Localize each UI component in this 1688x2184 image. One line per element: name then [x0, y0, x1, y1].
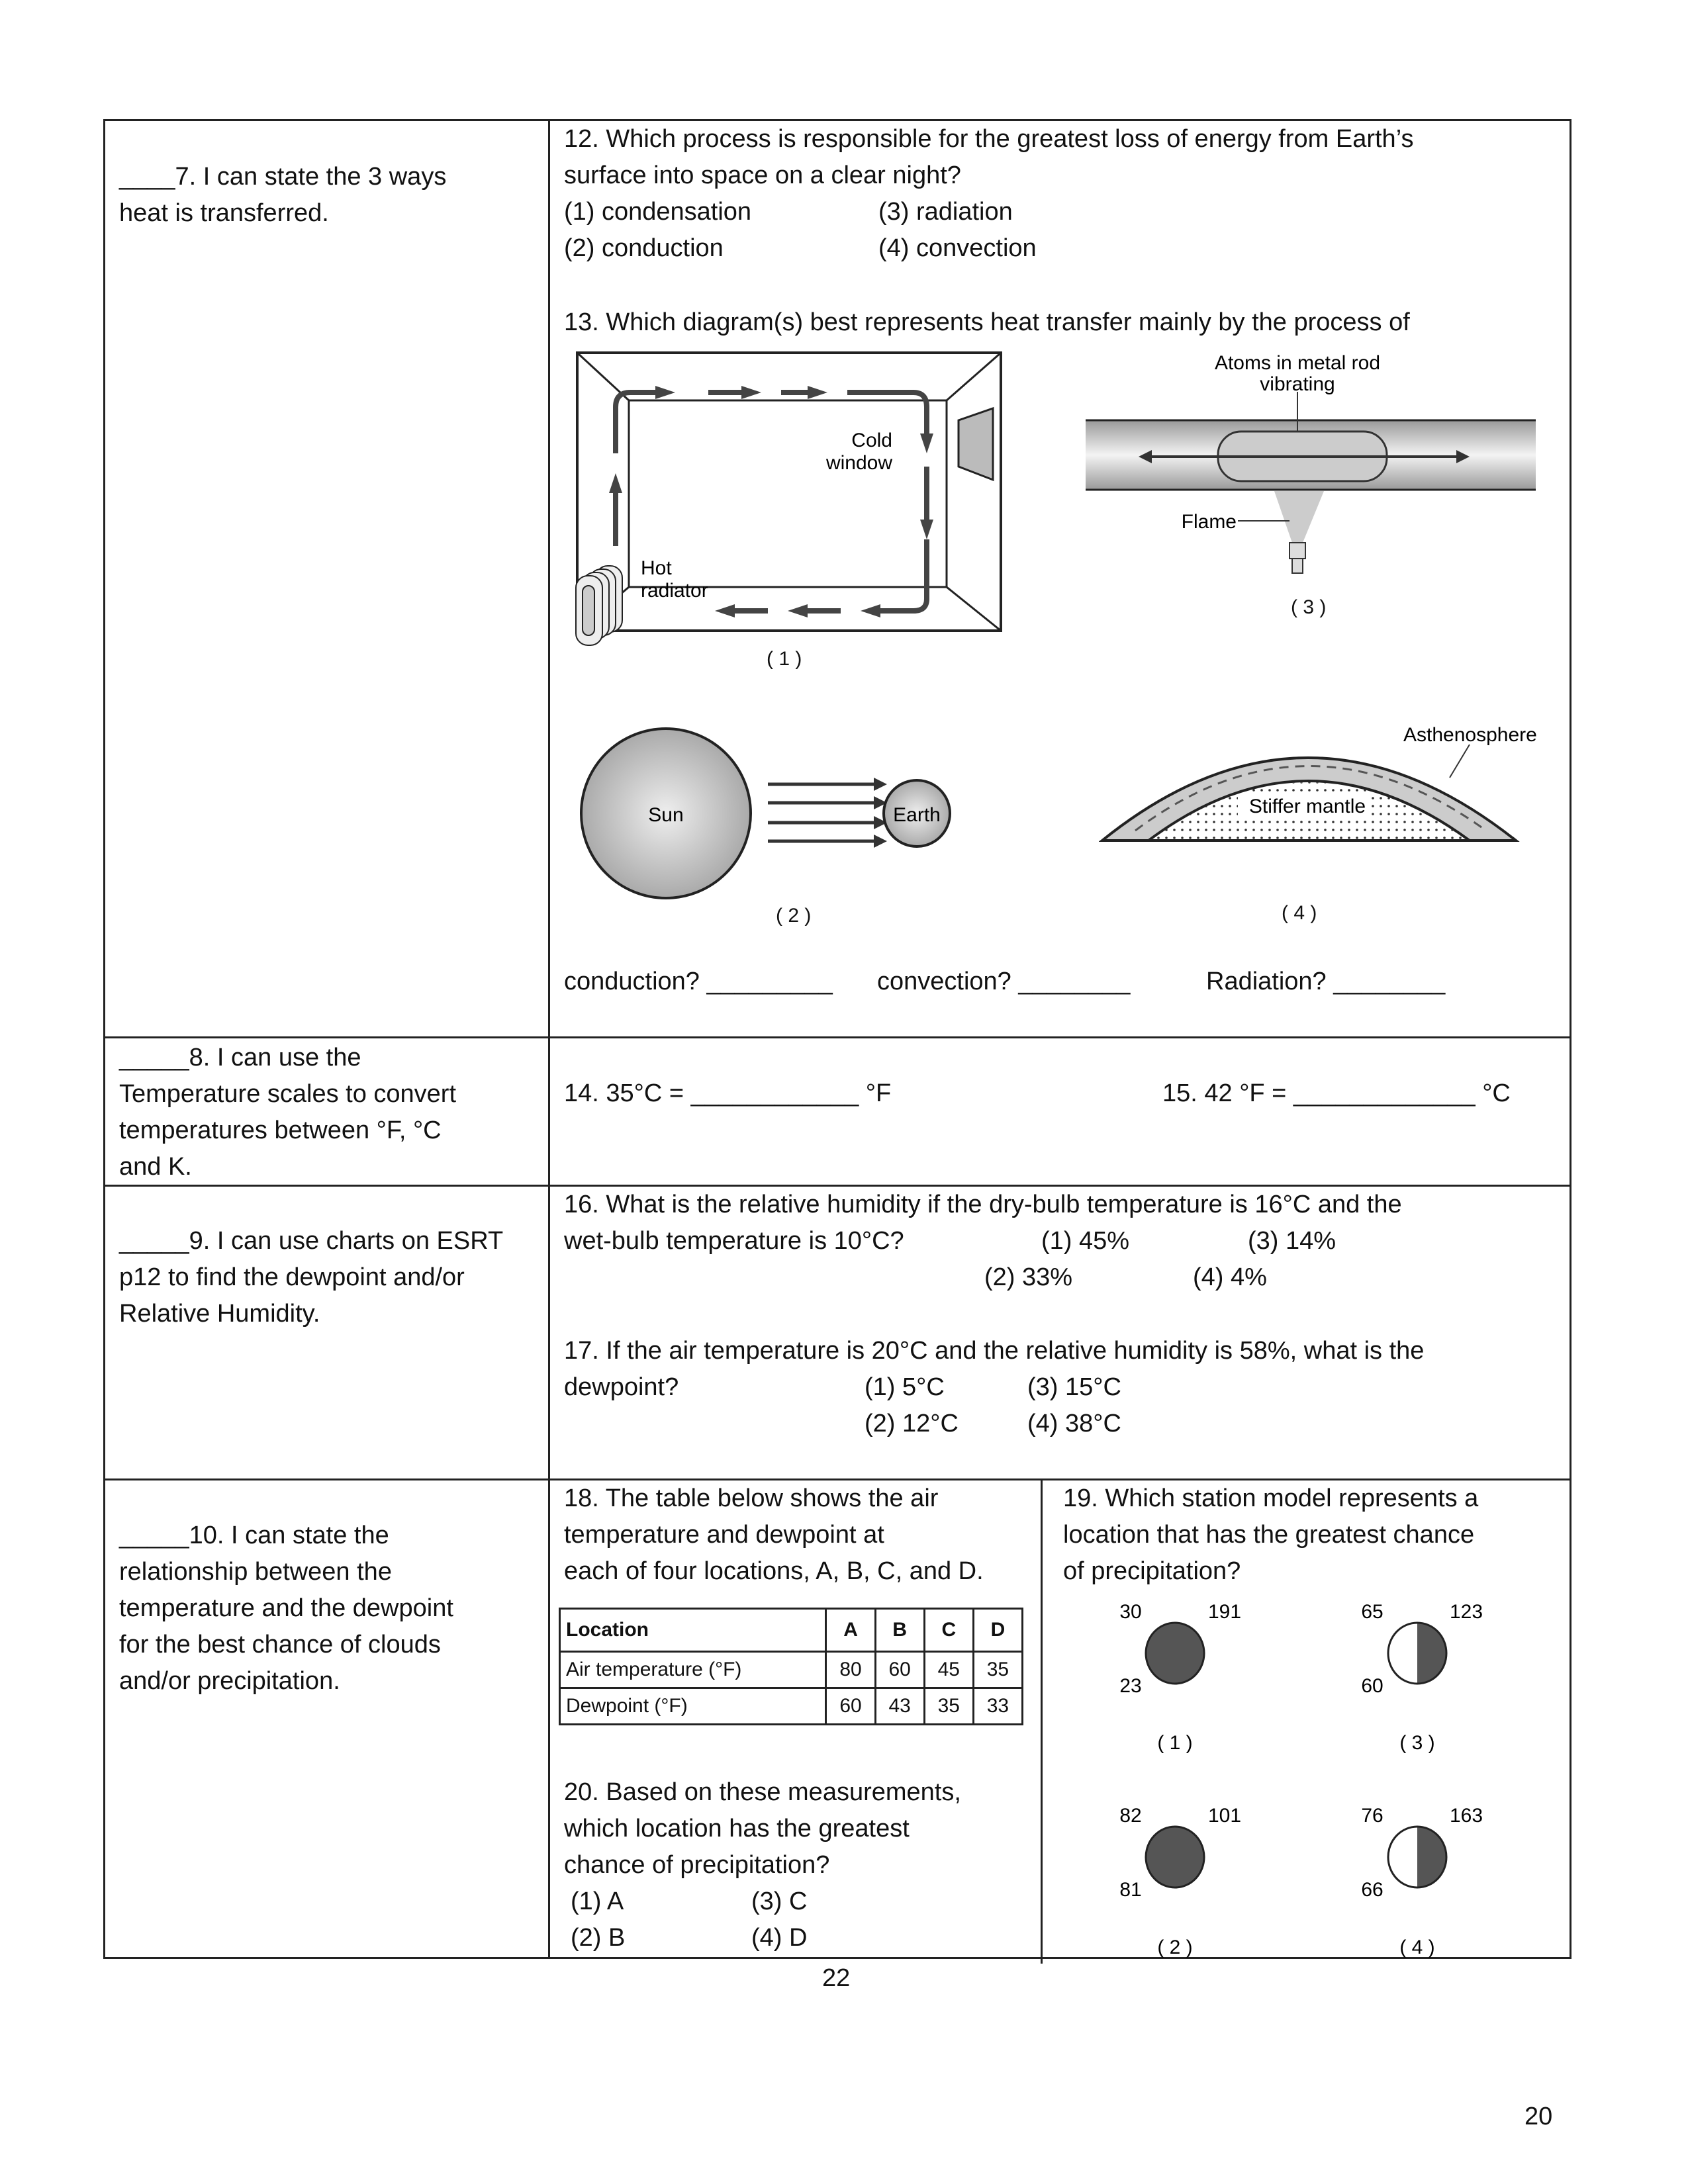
table-cell: 33 [973, 1688, 1022, 1725]
q20-option-1: (1) A [571, 1888, 624, 1915]
dewpoint-value: 66 [1361, 1879, 1383, 1901]
choice-label: ( 1 ) [1157, 1732, 1193, 1754]
objective-line: _____9. I can use charts on ESRT [119, 1227, 504, 1255]
dewpoint-value: 60 [1361, 1675, 1383, 1697]
objective-line: relationship between the [119, 1558, 392, 1586]
choice-label: ( 3 ) [1399, 1732, 1435, 1754]
question-text: of precipitation? [1063, 1557, 1241, 1585]
radiation-sun-earth-diagram [576, 725, 960, 903]
table-border-left [103, 119, 105, 1959]
question-text: 12. Which process is responsible for the greatest loss of energy from Earth’s [564, 125, 1414, 153]
question-text: chance of precipitation? [564, 1851, 830, 1879]
question-15[interactable]: 15. 42 °F = _____________ °C [1162, 1079, 1511, 1107]
q17-option-3: (3) 15°C [1027, 1373, 1121, 1401]
q20-option-3: (3) C [751, 1888, 808, 1915]
flame-label: Flame [1181, 511, 1237, 533]
question-17 [564, 1333, 1424, 1406]
pressure-value: 191 [1207, 1601, 1242, 1623]
question-text: dewpoint? [564, 1373, 679, 1401]
q16-option-2: (2) 33% [984, 1263, 1073, 1291]
mantle-convection-diagram [1099, 715, 1556, 847]
header-cell: B [875, 1609, 924, 1652]
choice-label: ( 4 ) [1399, 1936, 1435, 1958]
table-row [560, 1688, 1023, 1725]
station-model-4 [1361, 1805, 1483, 1958]
q12-option-2: (2) conduction [564, 234, 724, 262]
station-model-1 [1119, 1601, 1241, 1754]
table-cell: 43 [875, 1688, 924, 1725]
diagram-3-label: ( 3 ) [1291, 596, 1327, 618]
column-divider [548, 119, 550, 1959]
table-cell: 45 [924, 1652, 973, 1688]
objective-line: Relative Humidity. [119, 1300, 320, 1328]
table-cell: 35 [924, 1688, 973, 1725]
objective-line: _____8. I can use the [119, 1044, 361, 1071]
station-model-2 [1119, 1805, 1241, 1958]
station-model-3 [1361, 1601, 1483, 1754]
objective-line: and K. [119, 1153, 192, 1181]
cloud-cover-half [1417, 1827, 1446, 1888]
header-cell: C [924, 1609, 973, 1652]
conduction-rod-diagram [1079, 351, 1542, 576]
header-cell: D [973, 1609, 1022, 1652]
asthenosphere-label: Asthenosphere [1403, 724, 1537, 746]
diagram-4-label: ( 4 ) [1282, 902, 1317, 924]
diagram-2-label: ( 2 ) [776, 905, 812, 927]
vibrating-label: vibrating [1260, 373, 1335, 395]
diagram-1-label: ( 1 ) [767, 648, 802, 670]
cloud-cover-full [1146, 1827, 1204, 1888]
question-text: 19. Which station model represents a [1063, 1484, 1479, 1512]
q16-option-3: (3) 14% [1248, 1227, 1336, 1255]
objective-line: temperature and the dewpoint [119, 1594, 453, 1622]
inner-page-number: 22 [822, 1964, 851, 1992]
temperature-value: 82 [1119, 1805, 1142, 1827]
temperature-value: 30 [1119, 1601, 1142, 1623]
sun-label: Sun [648, 804, 684, 826]
question-13: 13. Which diagram(s) best represents heat transfer mainly by the process of [564, 308, 1410, 336]
question-text: wet-bulb temperature is 10°C? [564, 1227, 904, 1255]
q20-option-4: (4) D [751, 1924, 808, 1952]
question-20 [564, 1774, 961, 1884]
question-text: 17. If the air temperature is 20°C and the relative humidity is 58%, what is the [564, 1337, 1425, 1365]
row-label: Dewpoint (°F) [560, 1688, 826, 1725]
dewpoint-value: 81 [1119, 1879, 1142, 1901]
objective-9 [119, 1223, 503, 1332]
radiator-label: radiator [641, 580, 708, 602]
table-row [560, 1652, 1023, 1688]
earth-label: Earth [893, 804, 941, 826]
q17-option-2: (2) 12°C [865, 1410, 959, 1437]
page-number: 20 [1524, 2103, 1553, 2130]
objective-line: heat is transferred. [119, 199, 329, 227]
question-text: temperature and dewpoint at [564, 1521, 884, 1549]
pressure-value: 123 [1449, 1601, 1483, 1623]
q12-option-3: (3) radiation [878, 198, 1013, 226]
window-label: window [825, 452, 892, 474]
q16-option-4: (4) 4% [1193, 1263, 1267, 1291]
atoms-label: Atoms in metal rod [1214, 352, 1381, 374]
row-divider [103, 1036, 1571, 1038]
objective-7 [119, 159, 446, 232]
table-cell: 80 [826, 1652, 875, 1688]
header-cell: A [826, 1609, 875, 1652]
question-text: location that has the greatest chance [1063, 1521, 1475, 1549]
table-cell: 35 [973, 1652, 1022, 1688]
q17-option-4: (4) 38°C [1027, 1410, 1121, 1437]
q17-option-1: (1) 5°C [865, 1373, 945, 1401]
pressure-value: 101 [1207, 1805, 1242, 1827]
station-models [1053, 1588, 1556, 1959]
question-text: 16. What is the relative humidity if the dry-bulb temperature is 16°C and the [564, 1191, 1402, 1218]
question-text: 20. Based on these measurements, [564, 1778, 961, 1806]
objective-line: p12 to find the dewpoint and/or [119, 1263, 465, 1291]
mantle-label: Stiffer mantle [1248, 796, 1366, 817]
pressure-value: 163 [1449, 1805, 1483, 1827]
temperature-value: 65 [1361, 1601, 1383, 1623]
question-text: each of four locations, A, B, C, and D. [564, 1557, 984, 1585]
choice-label: ( 2 ) [1157, 1936, 1193, 1958]
cloud-cover-full [1146, 1623, 1204, 1684]
cloud-cover-half [1417, 1623, 1446, 1684]
objective-8 [119, 1040, 456, 1185]
objective-line: and/or precipitation. [119, 1667, 340, 1695]
convection-room-diagram [569, 347, 1006, 692]
temperature-dewpoint-table [559, 1608, 1023, 1725]
row-label: Air temperature (°F) [560, 1652, 826, 1688]
table-border-right [1570, 119, 1571, 1959]
q12-option-1: (1) condensation [564, 198, 752, 226]
cold-label: Cold [851, 430, 892, 451]
conduction-answer[interactable]: conduction? _________ [564, 968, 833, 995]
question-12 [564, 121, 1413, 194]
objective-line: ____7. I can state the 3 ways [119, 163, 447, 191]
question-text: 18. The table below shows the air [564, 1484, 939, 1512]
question-19 [1063, 1480, 1478, 1590]
objective-10 [119, 1518, 453, 1700]
convection-answer[interactable]: convection? ________ [877, 968, 1131, 995]
question-text: which location has the greatest [564, 1815, 910, 1843]
q18-q19-divider [1041, 1480, 1043, 1964]
objective-line: _____10. I can state the [119, 1522, 389, 1549]
table-cell: 60 [875, 1652, 924, 1688]
radiation-answer[interactable]: Radiation? ________ [1206, 968, 1446, 995]
question-text: surface into space on a clear night? [564, 161, 961, 189]
dewpoint-value: 23 [1119, 1675, 1142, 1697]
q12-option-4: (4) convection [878, 234, 1037, 262]
question-18 [564, 1480, 984, 1590]
temperature-value: 76 [1361, 1805, 1383, 1827]
header-cell: Location [560, 1609, 826, 1652]
q20-option-2: (2) B [571, 1924, 626, 1952]
hot-label: Hot [641, 557, 672, 579]
objective-line: for the best chance of clouds [119, 1631, 441, 1659]
question-14[interactable]: 14. 35°C = ____________ °F [564, 1079, 892, 1107]
objective-line: temperatures between °F, °C [119, 1116, 442, 1144]
table-cell: 60 [826, 1688, 875, 1725]
objective-line: Temperature scales to convert [119, 1080, 457, 1108]
q16-option-1: (1) 45% [1041, 1227, 1130, 1255]
table-header-row [560, 1609, 1023, 1652]
